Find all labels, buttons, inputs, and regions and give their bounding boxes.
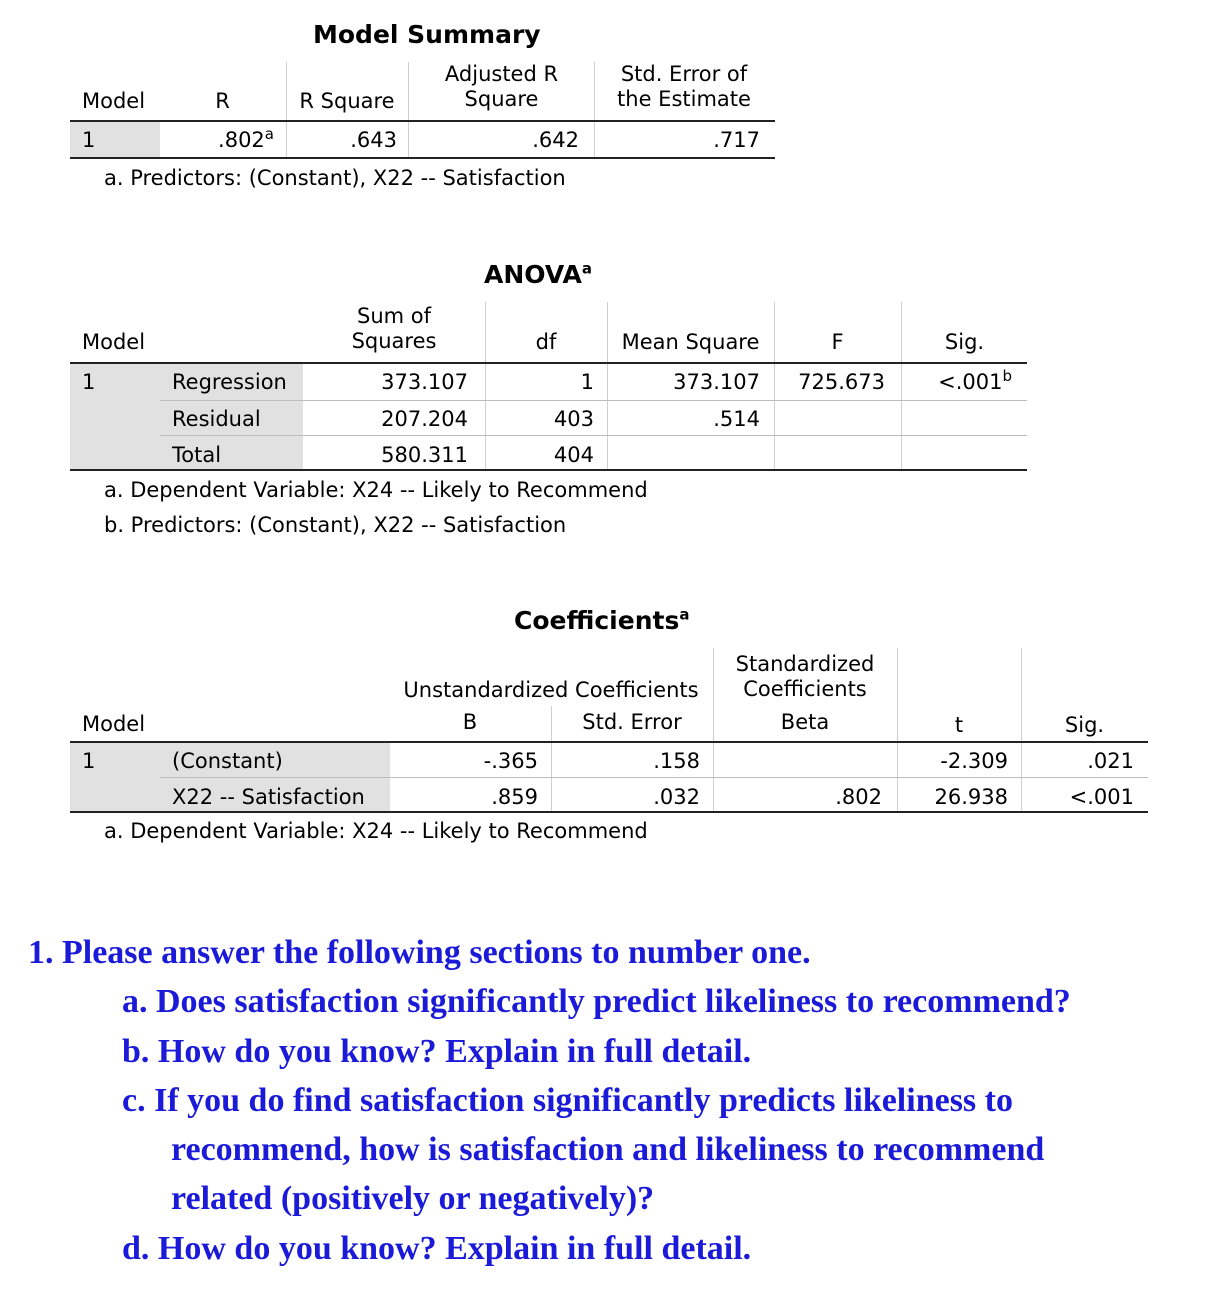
ms-header-std-error-line1: Std. Error of [620, 62, 748, 86]
anova-ss: 373.107 [381, 370, 468, 394]
coef-header-b: B [462, 710, 478, 734]
coef-header-sig: Sig. [1064, 713, 1105, 737]
coef-header-std-error: Std. Error [582, 710, 682, 734]
anova-df: 1 [580, 370, 594, 394]
question-1c-line3: related (positively or negatively)? [171, 1180, 655, 1217]
anova-df: 404 [553, 443, 594, 467]
anova-df: 403 [553, 407, 594, 431]
anova-header-ms: Mean Square [621, 330, 760, 354]
coef-footnote: a. Dependent Variable: X24 -- Likely to Recommend [104, 819, 648, 843]
anova-row-label: Total [172, 443, 222, 467]
anova-row-label: Residual [172, 407, 261, 431]
anova-header-ss [304, 304, 484, 354]
anova-header-ss-line1: Sum of [356, 304, 431, 328]
ms-header-std-error [595, 62, 773, 112]
coefficients-title: Coefficients$^a$ [514, 605, 690, 635]
question-1d: d. How do you know? Explain in full detail. [122, 1230, 752, 1267]
anova-title: ANOVA$^a$ [484, 259, 592, 289]
ms-model-number: 1 [82, 128, 96, 152]
coef-std-error: .158 [653, 749, 700, 773]
ms-header-model: Model [82, 89, 146, 113]
model-summary-title: Model Summary [313, 20, 541, 49]
question-1: 1. Please answer the following sections to number one. [28, 934, 811, 971]
anova-ms: .514 [713, 407, 760, 431]
coef-b: .859 [491, 785, 538, 809]
anova-ms: 373.107 [673, 370, 760, 394]
ms-header-adj-r-square [409, 62, 594, 112]
coef-row-label: (Constant) [172, 749, 283, 773]
coef-t: 26.938 [934, 785, 1008, 809]
question-1b: b. How do you know? Explain in full detail. [122, 1033, 752, 1070]
coef-header-std [714, 652, 896, 702]
ms-r-value: .802$^a$ [218, 125, 274, 152]
ms-r-square-value: .643 [350, 128, 397, 152]
coef-t: -2.309 [940, 749, 1008, 773]
ms-footnote: a. Predictors: (Constant), X22 -- Satisfaction [104, 166, 566, 190]
ms-header-r: R [215, 89, 230, 113]
coef-sig: <.001 [1069, 785, 1134, 809]
coef-model-number: 1 [82, 749, 96, 773]
question-1a: a. Does satisfaction significantly predict likeliness to recommend? [122, 983, 1071, 1020]
ms-header-adj-line1: Adjusted R [444, 62, 559, 86]
ms-header-adj-line2: Square [464, 87, 539, 111]
anova-header-ss-line2: Squares [351, 329, 437, 353]
coef-header-model: Model [82, 712, 146, 736]
anova-f: 725.673 [798, 370, 885, 394]
anova-header-sig: Sig. [944, 330, 985, 354]
anova-header-f: F [831, 330, 844, 354]
coef-header-std-line2: Coefficients [743, 677, 867, 701]
anova-header-model: Model [82, 330, 146, 354]
anova-footnote-a: a. Dependent Variable: X24 -- Likely to Recommend [104, 478, 648, 502]
anova-model-number: 1 [82, 370, 96, 394]
anova-sig: <.001$^b$ [938, 367, 1012, 394]
coef-header-unstd: Unstandardized Coefficients [403, 678, 699, 702]
question-1c-line1: c. If you do find satisfaction significantly predicts likeliness to [122, 1082, 1013, 1119]
anova-ss: 580.311 [381, 443, 468, 467]
anova-ss: 207.204 [381, 407, 468, 431]
coef-header-beta: Beta [780, 710, 830, 734]
coef-header-std-line1: Standardized [735, 652, 875, 676]
anova-row-label: Regression [172, 370, 287, 394]
ms-adj-r-square-value: .642 [532, 128, 579, 152]
ms-header-r-square: R Square [299, 89, 395, 113]
coef-beta: .802 [835, 785, 882, 809]
anova-header-df: df [535, 330, 557, 354]
question-1c-line2: recommend, how is satisfaction and likeliness to recommend [171, 1131, 1045, 1168]
ms-header-std-error-line2: the Estimate [617, 87, 751, 111]
coef-row-label: X22 -- Satisfaction [172, 785, 365, 809]
coef-sig: .021 [1087, 749, 1134, 773]
coef-header-t: t [954, 713, 964, 737]
ms-std-error-value: .717 [713, 128, 760, 152]
coef-std-error: .032 [653, 785, 700, 809]
anova-footnote-b: b. Predictors: (Constant), X22 -- Satisfaction [104, 513, 567, 537]
ms-header-rule [70, 120, 775, 122]
coef-b: -.365 [483, 749, 538, 773]
